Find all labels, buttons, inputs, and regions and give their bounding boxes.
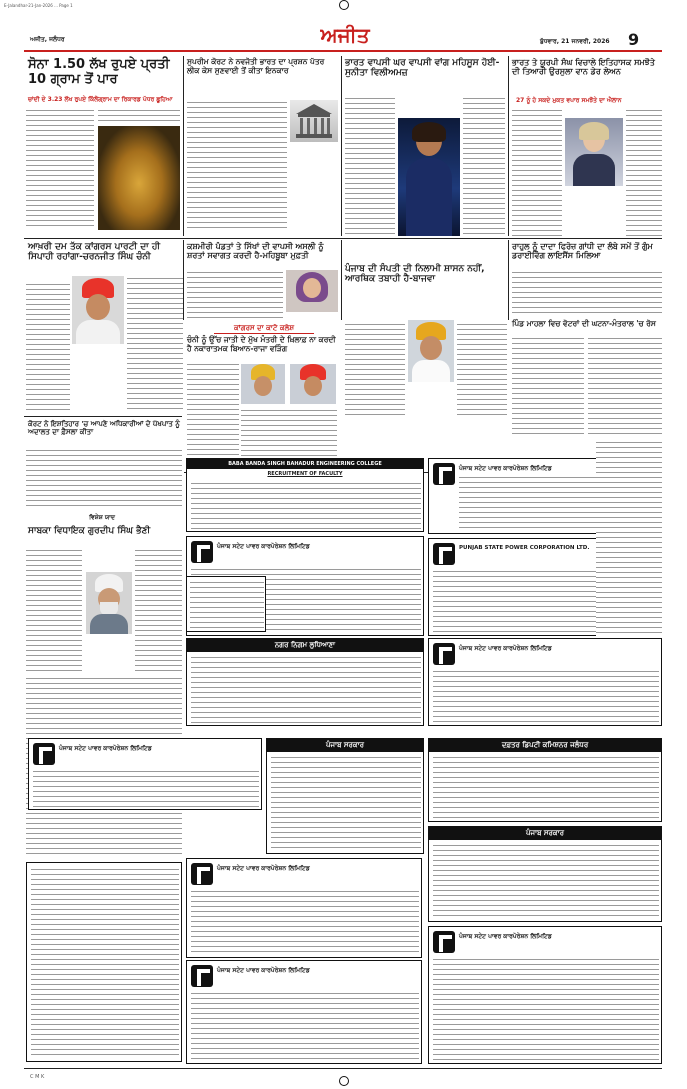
charanjit-singh-channi-photo: [72, 276, 124, 344]
pspcl-ad-5-title: ਪੰਜਾਬ ਸਟੇਟ ਪਾਵਰ ਕਾਰਪੋਰੇਸ਼ਨ ਲਿਮਿਟਿਡ: [59, 745, 152, 752]
row-rule-2: [24, 416, 182, 417]
pspcl-logo-icon: [433, 643, 455, 665]
article-gold-col1: [26, 108, 94, 228]
article-village-col1: [512, 336, 584, 436]
gurdip-singh-bhaini-photo: [86, 572, 132, 634]
dc-office-ad: [428, 738, 662, 822]
headline-gold: ਸੋਨਾ 1.50 ਲੱਖ ਰੁਪਏ ਪ੍ਰਤੀ 10 ਗ੍ਰਾਮ ਤੋਂ ਪਾਰ: [28, 57, 170, 87]
pspcl-ad-1-title: ਪੰਜਾਬ ਸਟੇਟ ਪਾਵਰ ਕਾਰਪੋਰੇਸ਼ਨ ਲਿਮਿਟਿਡ: [459, 465, 552, 472]
headline-rahul: ਰਾਹੁਲ ਨੂੰ ਦਾਦਾ ਫਿਰੋਜ਼ ਗਾਂਧੀ ਦਾ ਲੰਬੇ ਸਮੇਂ ਤੋਂ ਗੁੰਮ ਡਰਾਈਵਿੰਗ ਲਾਇਸੈਂਸ ਮਿਲਿਆ: [512, 242, 653, 261]
channi-small-photo: [290, 364, 336, 404]
article-punjab-col1: [345, 322, 405, 418]
article-obit-col2: [135, 548, 182, 672]
supreme-court-photo: [290, 100, 338, 142]
punjab-sarkar-ad: [266, 738, 424, 854]
punjab-sarkar-title: ਪੰਜਾਬ ਸਰਕਾਰ: [267, 739, 423, 752]
article-congress-col1: [187, 362, 239, 470]
partap-bajwa-photo: [408, 320, 454, 382]
pspcl-logo-icon: [33, 743, 55, 765]
dc-office-title: ਦਫ਼ਤਰ ਡਿਪਟੀ ਕਮਿਸ਼ਨਰ ਜਲੰਧਰ: [429, 739, 661, 752]
left-notice-box: [26, 862, 182, 1062]
punjab-sarkar-ad-2: [428, 826, 662, 922]
mehbooba-mufti-photo: [286, 270, 338, 312]
masthead-rule: [24, 50, 662, 52]
punjab-sarkar-title-2: ਪੰਜਾਬ ਸਰਕਾਰ: [429, 827, 661, 840]
article-punjab-col2: [457, 322, 507, 418]
ursula-von-der-leyen-photo: [565, 118, 623, 186]
pspcl-ad-7-title: ਪੰਜਾਬ ਸਟੇਟ ਪਾਵਰ ਕਾਰਪੋਰੇਸ਼ਨ ਲਿਮਿਟਿਡ: [217, 967, 310, 974]
pspcl-logo-icon: [191, 863, 213, 885]
obit-tag: ਵਿਸ਼ੇਸ਼ ਯਾਦ: [89, 514, 115, 521]
col-rule-5: [508, 240, 509, 320]
headline-sunita: ਭਾਰਤ ਵਾਪਸੀ ਘਰ ਵਾਪਸੀ ਵਾਂਗ ਮਹਿਸੂਸ ਹੋਈ-ਸੁਨੀਤਾ ਵਿਲੀਅਮਜ਼: [345, 58, 500, 79]
footer-rule: [24, 1068, 662, 1069]
headline-eu: ਭਾਰਤ ਤੇ ਯੂਰਪੀ ਸੰਘ ਵਿਚਾਲੇ ਇਤਿਹਾਸਕ ਸਮਝੌਤੇ ਦੀ ਤਿਆਰੀ ਉਰਸੁਲਾ ਵਾਨ ਡੇਰ ਲੇਅਨ: [512, 58, 655, 77]
masthead-place: ਅਜੀਤ, ਜਲੰਧਰ: [30, 36, 65, 43]
article-obit-col1: [26, 548, 82, 672]
article-mehbooba: [187, 270, 283, 320]
pspcl-ad-6: [186, 858, 422, 958]
col-rule-2: [341, 56, 342, 236]
pspcl-ad-4-title: ਪੰਜਾਬ ਸਟੇਟ ਪਾਵਰ ਕਾਰਪੋਰੇਸ਼ਨ ਲਿਮਿਟਿਡ: [459, 645, 552, 652]
col-rule-1: [183, 56, 184, 236]
pspcl-ad-3-title: PUNJAB STATE POWER CORPORATION LTD.: [459, 545, 590, 551]
pspcl-logo-icon: [433, 543, 455, 565]
engineering-college-notice: [186, 576, 266, 632]
article-eu-col2: [626, 108, 662, 236]
footer-color-marks: C M K: [30, 1074, 45, 1080]
nagar-nigam-title: ਨਗਰ ਨਿਗਮ ਲੁਧਿਆਣਾ: [187, 639, 423, 652]
pspcl-ad-8: [428, 926, 662, 1064]
masthead-date: ਬੁੱਧਵਾਰ, 21 ਜਨਵਰੀ, 2026: [540, 38, 610, 45]
headline-congress: ਚੰਨੀ ਨੂੰ ਉੱਚ ਜਾਤੀ ਦੇ ਮੁੱਖ ਮੰਤਰੀ ਦੇ ਖ਼ਿਲਾਫ਼ ਨਾ ਕਰਦੀ ਹੈ ਨਕਾਰਾਤਮਕ ਬਿਆਨ-ਰਾਜਾ ਵੜਿੰਗ: [187, 335, 336, 353]
headline-punjab: ਪੰਜਾਬ ਦੀ ਸੰਪਤੀ ਦੀ ਨਿਲਾਮੀ ਸ਼ਾਸਨ ਨਹੀਂ, ਆਰਥਿਕ ਤਬਾਹੀ ਹੈ-ਬਾਜਵਾ: [345, 264, 485, 285]
pspcl-ad-4: [428, 638, 662, 726]
article-village-col2: [588, 336, 662, 436]
recruitment-title: RECRUITMENT OF FACULTY: [267, 471, 343, 477]
article-channi-col1: [26, 282, 70, 412]
headline-supreme: ਸੁਪਰੀਮ ਕੋਰਟ ਨੇ ਨਵਜੋਤੀ ਭਾਰਤ ਦਾ ਪ੍ਰਸ਼ਨ ਪੱਤਰ ਲੀਕ ਕੇਸ ਸੁਣਵਾਈ ਤੋਂ ਕੀਤਾ ਇਨਕਾਰ: [187, 57, 325, 75]
court-building-icon: [290, 100, 338, 142]
col-rule-6: [341, 240, 342, 320]
pspcl-logo-icon: [433, 931, 455, 953]
article-gold-col2: [98, 108, 180, 124]
article-sunita-col1: [345, 96, 395, 236]
masthead-title: ਅਜੀਤ: [320, 23, 370, 47]
raja-warring-photo: [241, 364, 285, 404]
pspcl-ad-5: [28, 738, 262, 810]
college-recruitment-ad: [186, 458, 424, 532]
page-number: 9: [628, 30, 640, 49]
headline-obit: ਸਾਬਕਾ ਵਿਧਾਇਕ ਗੁਰਦੀਪ ਸਿੰਘ ਭੈਣੀ: [28, 526, 151, 536]
gold-jewellery-photo: [98, 126, 180, 230]
pspcl-ad-6-title: ਪੰਜਾਬ ਸਟੇਟ ਪਾਵਰ ਕਾਰਪੋਰੇਸ਼ਨ ਲਿਮਿਟਿਡ: [217, 865, 310, 872]
print-slug: E-Jalandhar-21-Jan-2026 ... Page 1: [4, 3, 73, 8]
col-rule-3: [508, 56, 509, 236]
headline-channi: ਆਖ਼ਰੀ ਦਮ ਤੱਕ ਕਾਂਗਰਸ ਪਾਰਟੀ ਦਾ ਹੀ ਸਿਪਾਹੀ ਰਹਾਂਗਾ-ਚਰਨਜੀਤ ਸਿੰਘ ਚੰਨੀ: [28, 242, 161, 263]
pspcl-ad-8-title: ਪੰਜਾਬ ਸਟੇਟ ਪਾਵਰ ਕਾਰਪੋਰੇਸ਼ਨ ਲਿਮਿਟਿਡ: [459, 933, 552, 940]
article-court: [26, 448, 182, 508]
article-sunita-col2: [463, 96, 505, 236]
college-name: BABA BANDA SINGH BAHADUR ENGINEERING COLLEGE: [187, 459, 423, 469]
row-rule-1: [24, 238, 662, 239]
right-column-notices: [596, 440, 662, 636]
congress-tag: ਕਾਂਗਰਸ ਦਾ ਕਾਟੋ ਕਲੇਸ਼: [214, 324, 314, 334]
headline-village: ਪਿੰਡ ਮਾਹਲਾ ਵਿਚ ਵੋਟਰਾਂ ਦੀ ਘਟਨਾ-ਮੰਤਰਾਲ 'ਚ ਰੋਸ: [512, 319, 656, 328]
article-eu-col1: [512, 108, 562, 236]
pspcl-ad-2-title: ਪੰਜਾਬ ਸਟੇਟ ਪਾਵਰ ਕਾਰਪੋਰੇਸ਼ਨ ਲਿਮਿਟਿਡ: [217, 543, 310, 550]
sunita-williams-photo: [398, 118, 460, 236]
subhead-gold: ਚਾਂਦੀ ਦੇ 3.23 ਲੱਖ ਰੁਪਏ ਕਿੱਲੋਗ੍ਰਾਮ ਦਾ ਰਿਕਾਰਡ ਪੱਧਰ ਛੂਹਿਆ: [28, 96, 173, 103]
headline-mehbooba: ਕਸ਼ਮੀਰੀ ਪੰਡਤਾਂ ਤੇ ਸਿੱਖਾਂ ਦੀ ਵਾਪਸੀ ਅਸਲੀ ਨੂੰ ਸ਼ਰਤਾਂ ਸਵਾਗਤ ਕਰਦੀ ਹੈ-ਮਹਿਬੂਬਾ ਮੁਫ਼ਤੀ: [187, 242, 324, 261]
article-rahul: [512, 270, 662, 314]
registration-mark-bottom: [339, 1076, 349, 1086]
pspcl-logo-icon: [191, 965, 213, 987]
subhead-eu: 27 ਨੂੰ ਹੋ ਸਕਦੇ ਮੁਕਤ ਵਪਾਰ ਸਮਝੌਤੇ ਦਾ ਐਲਾਨ: [516, 97, 622, 104]
registration-mark-top: [339, 0, 349, 10]
article-supreme: [187, 100, 287, 230]
nagar-nigam-ad: [186, 638, 424, 726]
col-rule-4: [183, 240, 184, 320]
pspcl-logo-icon: [433, 463, 455, 485]
article-channi-col2: [127, 276, 183, 412]
pspcl-ad-7: [186, 960, 422, 1064]
pspcl-logo-icon: [191, 541, 213, 563]
headline-court: ਕੋਰਟ ਨੇ ਇਸ਼ਤਿਹਾਰ 'ਚ ਆਪਣੇ ਅਧਿਕਾਰੀਆਂ ਦੇ ਪੱਖਪਾਤ ਨੂੰ ਅਦਾਲਤ ਦਾ ਫ਼ੈਸਲਾ ਕੀਤਾ: [28, 420, 180, 437]
